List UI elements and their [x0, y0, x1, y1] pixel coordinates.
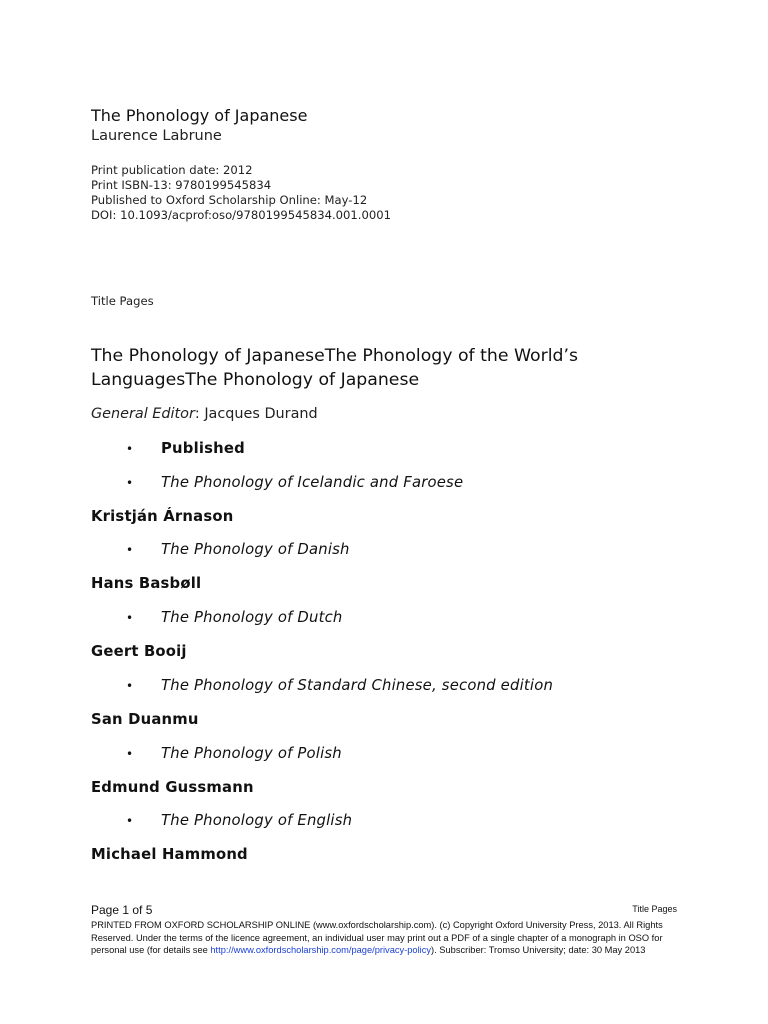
- book-title-item: The Phonology of Icelandic and Faroese: [161, 474, 464, 491]
- book-author-item: Edmund Gussmann: [91, 779, 254, 796]
- bullet-icon: •: [126, 442, 134, 456]
- notice-text-after-link: ). Subscriber: Tromso University; date: 30 May 2013: [431, 945, 646, 956]
- published-online-date: Published to Oxford Scholarship Online: May-12: [91, 193, 368, 207]
- bullet-icon: •: [126, 679, 134, 693]
- notice-text-before-link: PRINTED FROM OXFORD SCHOLARSHIP ONLINE (www.oxfordscholarship.com). (c) Copyright Oxford University Press, 2013. All Rights Reserved. Under the terms of the licence agreement, an individual user may print out a PDF of a single chapter of a monograph in OSO for personal use (for details see: [91, 920, 663, 956]
- book-title-item: The Phonology of Danish: [161, 541, 350, 558]
- list-item-published: [126, 439, 245, 459]
- privacy-policy-link[interactable]: http://www.oxfordscholarship.com/page/privacy-policy: [210, 945, 432, 956]
- general-editor-name: : Jacques Durand: [194, 406, 318, 422]
- list-item-book: [126, 744, 342, 764]
- copyright-notice: [91, 919, 691, 957]
- list-item-book: [126, 676, 553, 696]
- general-editor-label: General Editor: [91, 406, 195, 422]
- print-publication-date: Print publication date: 2012: [91, 163, 253, 177]
- doi: DOI: 10.1093/acprof:oso/9780199545834.001.0001: [91, 208, 391, 222]
- book-title-item: The Phonology of Dutch: [161, 609, 343, 626]
- print-isbn: Print ISBN-13: 9780199545834: [91, 178, 272, 192]
- book-author-item: Geert Booij: [91, 643, 187, 660]
- page-number: Page 1 of 5: [91, 903, 153, 917]
- book-title-item: The Phonology of Polish: [161, 745, 342, 762]
- general-editor-line: [91, 405, 318, 423]
- bullet-icon: •: [126, 747, 134, 761]
- bullet-icon: •: [126, 814, 134, 828]
- book-title: The Phonology of Japanese: [91, 106, 308, 125]
- book-author: Laurence Labrune: [91, 128, 222, 144]
- book-author-item: Kristján Árnason: [91, 508, 234, 525]
- list-item-book: [126, 473, 463, 493]
- main-heading: The Phonology of JapaneseThe Phonology of the World’s LanguagesThe Phonology of Japanese: [91, 346, 578, 390]
- bullet-icon: •: [126, 611, 134, 625]
- footer-section-label: Title Pages: [632, 904, 677, 914]
- section-label: Title Pages: [91, 294, 154, 308]
- list-item-book: [126, 608, 342, 628]
- book-author-item: Hans Basbøll: [91, 575, 202, 592]
- book-title-item: The Phonology of Standard Chinese, second edition: [161, 677, 554, 694]
- bullet-icon: •: [126, 476, 134, 490]
- book-author-item: San Duanmu: [91, 711, 199, 728]
- bullet-icon: •: [126, 543, 134, 557]
- list-item-book: [126, 811, 352, 831]
- list-item-book: [126, 540, 350, 560]
- published-heading: Published: [161, 440, 245, 457]
- publication-meta: [91, 163, 391, 223]
- book-title-item: The Phonology of English: [161, 812, 353, 829]
- book-author-item: Michael Hammond: [91, 846, 248, 863]
